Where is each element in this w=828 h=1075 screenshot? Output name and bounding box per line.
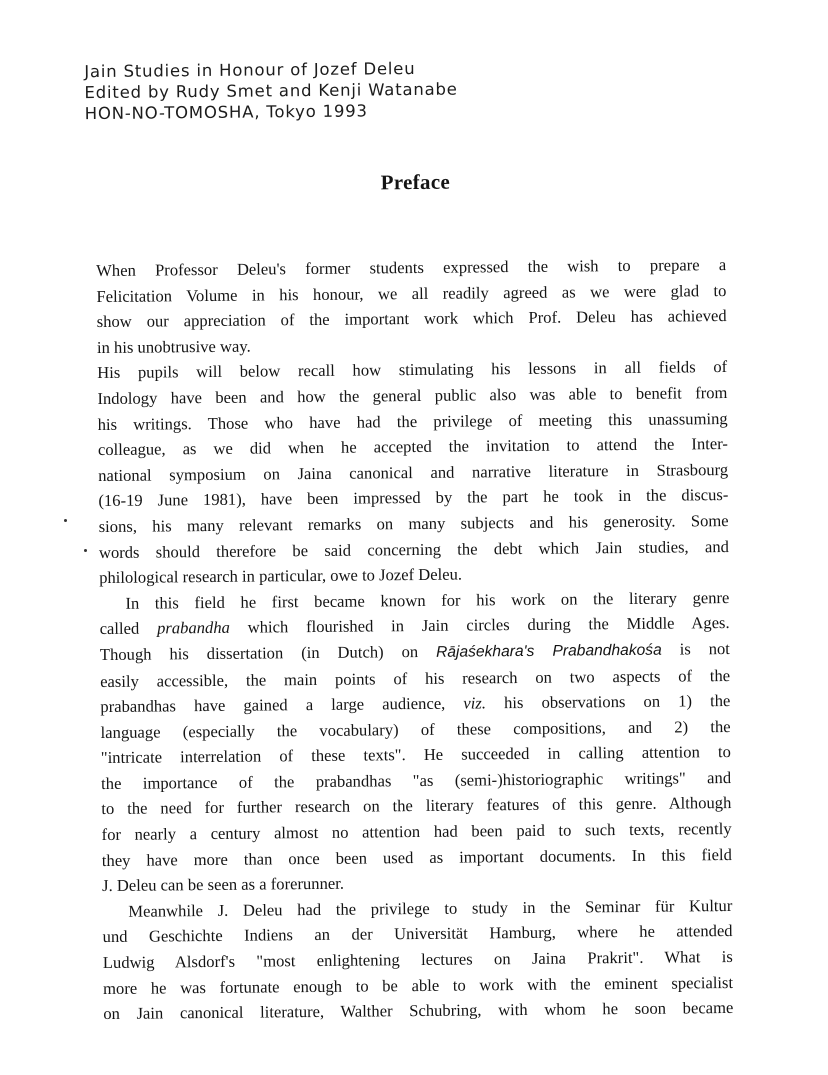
text-line: colleague, as we did when he accepted the invitation to attend the Inter- <box>97 434 728 460</box>
text-run: Though his dissertation (in Dutch) on <box>99 641 419 664</box>
text-line: more he was fortunate enough to be able to work with the eminent specialist <box>102 972 734 998</box>
text-line: sions, his many relevant remarks on many subjects and his generosity. Some <box>98 510 729 536</box>
text-line: Meanwhile J. Deleu had the privilege to study in the Seminar für Kultur <box>128 895 733 921</box>
text-line: "intricate interrelation of these texts". He succeeded in calling attention to <box>100 742 731 768</box>
text-line: national symposium on Jaina canonical and narrative literature in Strasbourg <box>98 459 729 485</box>
text-run: called <box>99 618 140 639</box>
text-line: words should therefore be said concerning the debt which Jain studies, and <box>98 536 729 562</box>
header-line-book-title: Jain Studies in Honour of Jozef Deleu <box>84 58 416 82</box>
scan-speck <box>64 519 67 522</box>
italic-term-prabandha: prabandha <box>156 618 230 638</box>
header-line-editors: Edited by Rudy Smet and Kenji Watanabe <box>84 79 458 103</box>
text-run: which flourished in Jain circles during the Middle Ages. <box>247 613 730 637</box>
page-title: Preface <box>380 169 451 195</box>
text-line: the importance of the prabandhas "as (semi-)historiographic writings" and <box>101 767 732 793</box>
text-line: philological research in particular, owe to Jozef Deleu. <box>99 564 463 588</box>
text-run: prabandhas have gained a large audience, <box>100 693 446 717</box>
text-line: easily accessible, the main points of his research on two aspects of the <box>100 665 731 691</box>
text-line: in his unobtrusive way. <box>96 336 251 357</box>
text-line: on Jain canonical literature, Walther Schubring, with whom he soon became <box>103 998 734 1024</box>
header-line-publisher: HON-NO-TOMOSHA, Tokyo 1993 <box>84 101 368 124</box>
text-line: His pupils will below recall how stimulating his lessons in all fields of <box>97 357 728 383</box>
text-line: When Professor Deleu's former students expressed the wish to prepare a <box>96 255 727 281</box>
text-line: his writings. Those who have had the privilege of meeting this unassuming <box>97 408 728 434</box>
text-line: In this field he first became known for his work on the literary genre <box>125 587 730 613</box>
text-line: for nearly a century almost no attention had been paid to such texts, recently <box>101 819 732 845</box>
text-line: language (especially the vocabulary) of these compositions, and 2) the <box>100 716 731 742</box>
italic-title-prabandhakosa: Rājaśekhara's Prabandhakośa <box>435 641 662 661</box>
text-run: his observations on 1) the <box>503 691 731 713</box>
bibliographic-header <box>84 58 458 125</box>
text-line: Indology have been and how the general public also was able to benefit from <box>97 382 728 409</box>
text-line: Felicitation Volume in his honour, we all readily agreed as we were glad to <box>96 280 727 306</box>
text-line: (16-19 June 1981), have been impressed by the part he took in the discus- <box>98 485 729 511</box>
text-line: to the need for further research on the literary features of this genre. Although <box>101 793 732 819</box>
text-line: they have more than once been used as important documents. In this field <box>101 844 732 870</box>
text-line: Ludwig Alsdorf's "most enlightening lectures on Jaina Prakrit". What is <box>102 947 733 973</box>
text-run: is not <box>679 638 730 659</box>
preface-body <box>96 252 733 1027</box>
italic-viz: viz. <box>463 693 487 713</box>
text-line: und Geschichte Indiens an der Universität Hamburg, where he attended <box>102 921 733 947</box>
text-line: show our appreciation of the important work which Prof. Deleu has achieved <box>96 306 727 332</box>
scan-speck <box>84 549 87 552</box>
text-line: J. Deleu can be seen as a forerunner. <box>102 873 345 896</box>
